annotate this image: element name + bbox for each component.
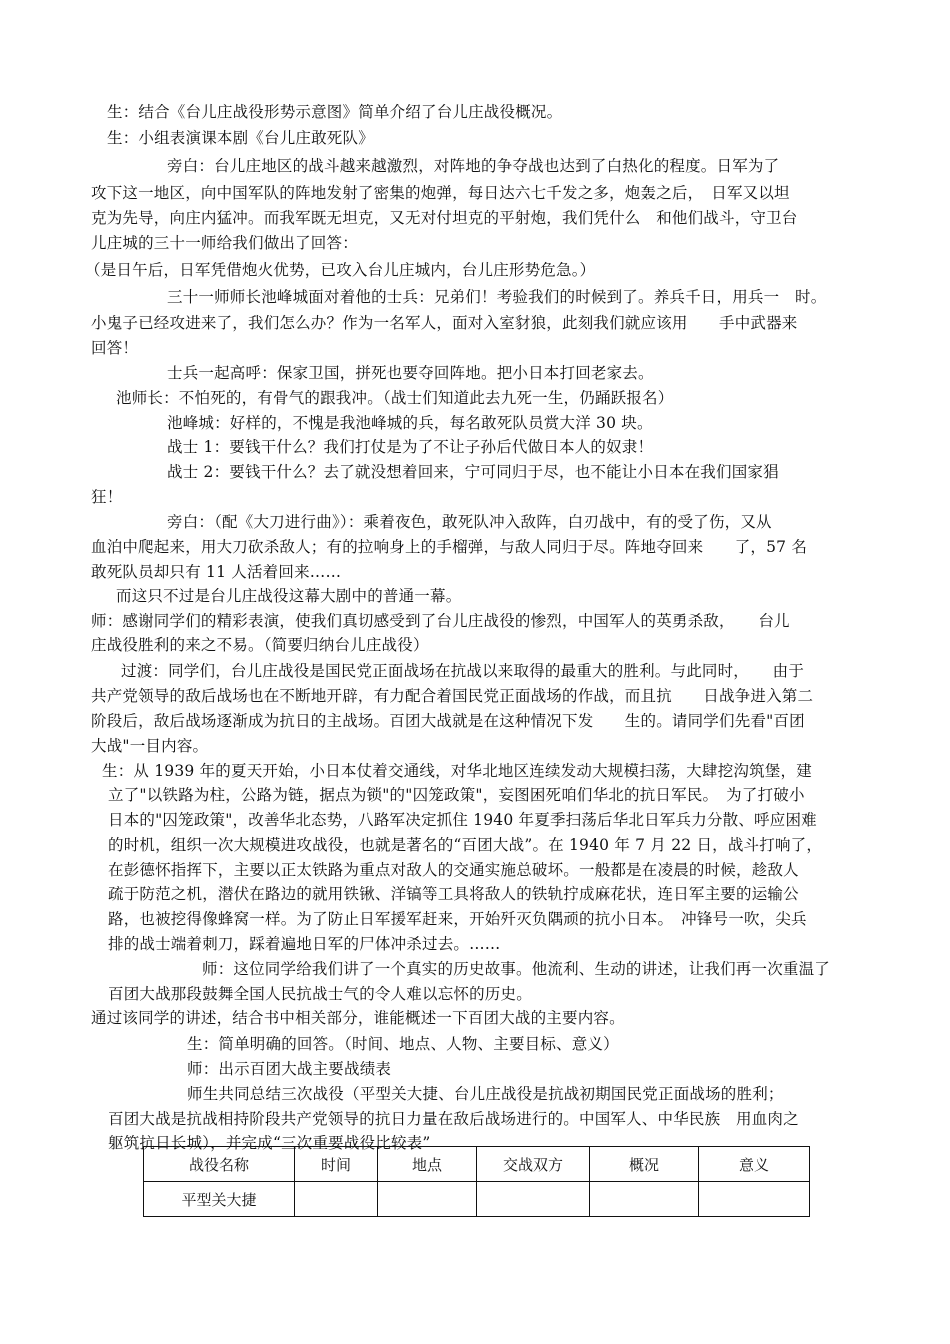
text-line: 日本的"囚笼政策"，改善华北态势，八路军决定抓住 1940 年夏季扫荡后华北日军兵力分散、呼应困难 (108, 811, 817, 829)
text-line: 立了"以铁路为柱，公路为链，据点为锁"的"囚笼政策"，妄图困死咱们华北的抗日军民。 为了打破小 (108, 786, 805, 804)
text-line: 克为先导，向庄内猛冲。而我军既无坦克，又无对付坦克的平射炮，我们凭什么 和他们战斗，守卫台 (91, 209, 798, 227)
text-line: 生：简单明确的回答。（时间、地点、人物、主要目标、意义） (187, 1035, 619, 1053)
table-header-cell: 意义 (699, 1147, 810, 1182)
text-line: 儿庄城的三十一师给我们做出了回答： (91, 234, 358, 252)
text-line: 师：感谢同学们的精彩表演，使我们真切感受到了台儿庄战役的惨烈，中国军人的英勇杀敌， 台儿 (91, 612, 790, 630)
text-line: 旁白：（配《大刀进行曲》）：乘着夜色，敢死队冲入敌阵，白刃战中，有的受了伤，又从 (167, 513, 772, 531)
text-line: 躯筑抗日长城），并完成“三次重要战役比较表” (108, 1134, 431, 1152)
text-line: 大战"一目内容。 (91, 737, 209, 755)
table-header-row (144, 1147, 810, 1182)
text-line: 庄战役胜利的来之不易。（简要归纳台儿庄战役） (91, 636, 429, 654)
text-line: 师生共同总结三次战役（平型关大捷、台儿庄战役是抗战初期国民党正面战场的胜利； (187, 1085, 784, 1103)
text-line: 师：这位同学给我们讲了一个真实的历史故事。他流利、生动的讲述，让我们再一次重温了 (202, 960, 831, 978)
text-line: 百团大战是抗战相持阶段共产党领导的抗日力量在敌后战场进行的。中国军人、中华民族 用血肉之 (108, 1110, 799, 1128)
text-line: 疏于防范之机，潜伏在路边的就用铁锹、洋镐等工具将敌人的铁轨拧成麻花状，连日军主要的运输公 (108, 885, 799, 903)
battle-comparison-table (143, 1146, 810, 1217)
text-line: 而这只不过是台儿庄战役这幕大剧中的普通一幕。 (116, 587, 462, 605)
text-line: 在彭德怀指挥下，主要以正太铁路为重点对敌人的交通实施总破坏。一般都是在凌晨的时候，趁敌人 (108, 861, 799, 879)
text-line: 战士 1：要钱干什么？我们打仗是为了不让子孙后代做日本人的奴隶！ (167, 438, 654, 456)
text-line: 血泊中爬起来，用大刀砍杀敌人；有的拉响身上的手榴弹，与敌人同归于尽。阵地夺回来 了，57 名 (91, 538, 808, 556)
table-cell (590, 1182, 699, 1217)
text-line: （是日午后，日军凭借炮火优势，已攻入台儿庄城内，台儿庄形势危急。） (85, 261, 596, 279)
text-line: 小鬼子已经攻进来了，我们怎么办？作为一名军人，面对入室豺狼，此刻我们就应该用 手中武器来 (91, 314, 798, 332)
text-line: 师：出示百团大战主要战绩表 (187, 1060, 392, 1078)
table-cell (477, 1182, 590, 1217)
text-line: 旁白：台儿庄地区的战斗越来越激烈，对阵地的争夺战也达到了白热化的程度。日军为了 (167, 157, 780, 175)
text-line: 士兵一起高呼：保家卫国，拼死也要夺回阵地。把小日本打回老家去。 (167, 364, 654, 382)
table-header-cell: 地点 (378, 1147, 477, 1182)
table-header-cell: 战役名称 (144, 1147, 295, 1182)
text-line: 百团大战那段鼓舞全国人民抗战士气的令人难以忘怀的历史。 (108, 985, 532, 1003)
table-header-cell: 时间 (295, 1147, 378, 1182)
text-line: 池峰城：好样的，不愧是我池峰城的兵，每名敢死队员赏大洋 30 块。 (167, 414, 653, 432)
table-cell (295, 1182, 378, 1217)
text-line: 狂！ (91, 488, 123, 506)
table-cell (699, 1182, 810, 1217)
text-line: 回答！ (91, 339, 139, 357)
text-line: 排的战士端着刺刀，踩着遍地日军的尸体冲杀过去。…… (108, 935, 501, 953)
table-header-cell: 交战双方 (477, 1147, 590, 1182)
text-line: 过渡：同学们，台儿庄战役是国民党正面战场在抗战以来取得的最重大的胜利。与此同时， 由于 (121, 662, 805, 680)
text-line: 三十一师师长池峰城面对着他的士兵：兄弟们！考验我们的时候到了。养兵千日，用兵一 时。 (167, 288, 827, 306)
text-line: 战士 2：要钱干什么？去了就没想着回来，宁可同归于尽，也不能让小日本在我们国家猖 (167, 463, 779, 481)
text-line: 生：结合《台儿庄战役形势示意图》简单介绍了台儿庄战役概况。 (107, 103, 563, 121)
table-header-cell: 概况 (590, 1147, 699, 1182)
text-line: 池师长：不怕死的，有骨气的跟我冲。（战士们知道此去九死一生，仍踊跃报名） (116, 389, 674, 407)
text-line: 攻下这一地区，向中国军队的阵地发射了密集的炮弹，每日达六七千发之多，炮轰之后， 日军又以坦 (91, 184, 790, 202)
text-line: 的时机，组织一次大规模进攻战役，也就是著名的“百团大战”。在 1940 年 7 月 22 日，战斗打响了， (108, 836, 823, 854)
table-cell: 平型关大捷 (144, 1182, 295, 1217)
text-line: 共产党领导的敌后战场也在不断地开辟，有力配合着国民党正面战场的作战，而且抗 日战争进入第二 (91, 687, 814, 705)
text-line: 通过该同学的讲述，结合书中相关部分，谁能概述一下百团大战的主要内容。 (91, 1009, 625, 1027)
text-line: 阶段后，敌后战场逐渐成为抗日的主战场。百团大战就是在这种情况下发 生的。请同学们先看"百团 (91, 712, 805, 730)
table-row (144, 1182, 810, 1217)
text-line: 敢死队员却只有 11 人活着回来…… (91, 563, 342, 581)
text-line: 生：小组表演课本剧《台儿庄敢死队》 (107, 129, 374, 147)
text-line: 路，也被挖得像蜂窝一样。为了防止日军援军赶来，开始歼灭负隅顽的抗小日本。 冲锋号一吹，尖兵 (108, 910, 807, 928)
text-line: 生：从 1939 年的夏天开始，小日本仗着交通线，对华北地区连续发动大规模扫荡，大肆挖沟筑堡，建 (102, 762, 812, 780)
table-cell (378, 1182, 477, 1217)
